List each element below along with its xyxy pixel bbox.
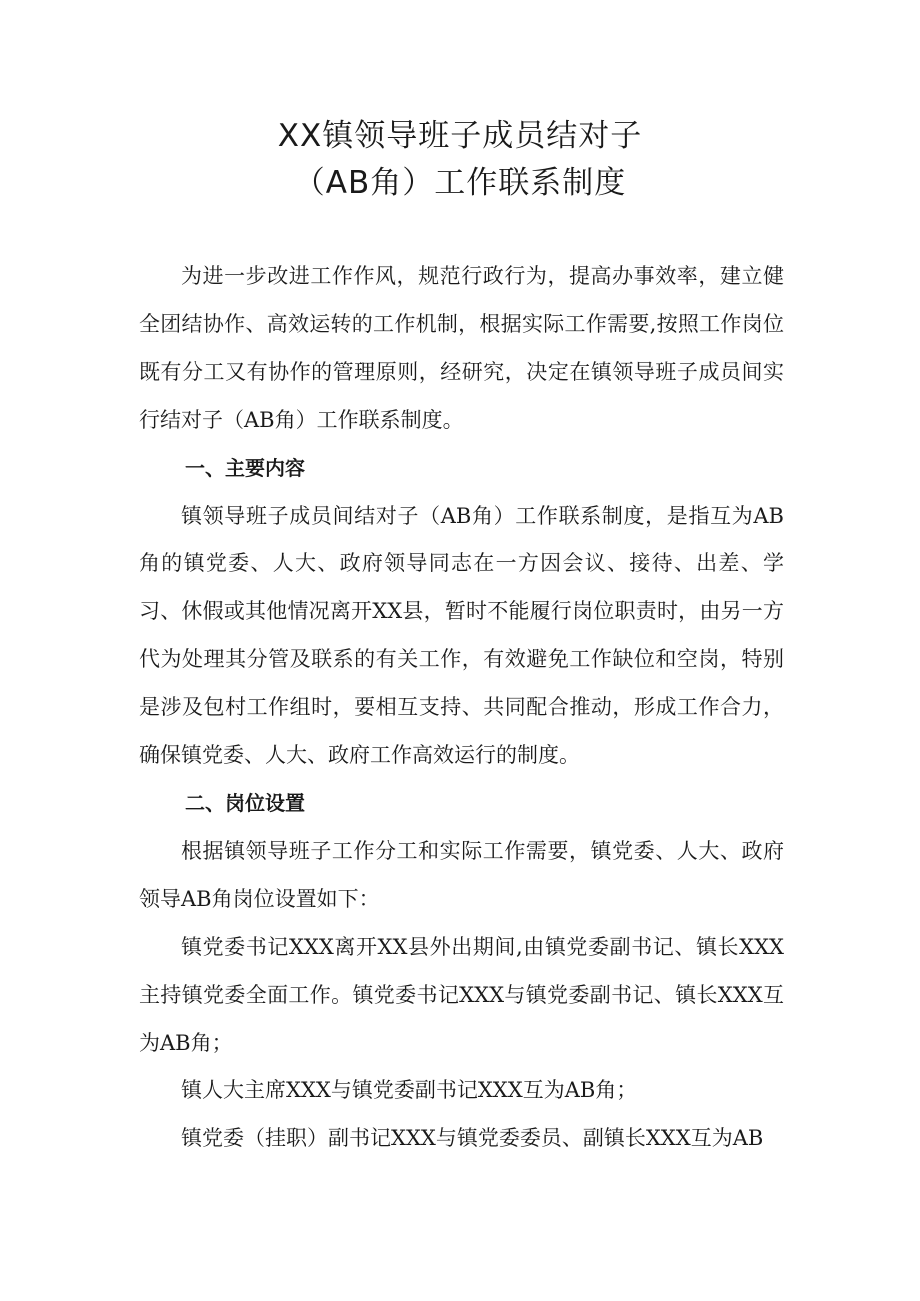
- document-title-line-1: XX镇领导班子成员结对子: [277, 118, 643, 154]
- section-heading-main-content: 一、主要内容: [185, 455, 305, 480]
- post-setup-paragraph-2: 镇党委书记XXX离开XX县外出期间,由镇党委副书记、镇长XXX主持镇党委全面工作。镇党委书记XXX与镇党委副书记、镇长XXX互为AB角；: [139, 934, 784, 1055]
- intro-paragraph: 为进一步改进工作作风，规范行政行为，提高办事效率，建立健全团结协作、高效运转的工作机制，根据实际工作需要,按照工作岗位既有分工又有协作的管理原则，经研究，决定在镇领导班子成员间实行结对子（AB角）工作联系制度。: [139, 264, 784, 432]
- main-content-paragraph: 镇领导班子成员间结对子（AB角）工作联系制度，是指互为AB角的镇党委、人大、政府领导同志在一方因会议、接待、出差、学习、休假或其他情况离开XX县，暂时不能履行岗位职责时，由另一方代为处理其分管及联系的有关工作，有效避免工作缺位和空岗，特别是涉及包村工作组时，要相互支持、共同配合推动，形成工作合力，确保镇党委、人大、政府工作高效运行的制度。: [139, 503, 784, 768]
- post-setup-paragraph-3: 镇人大主席XXX与镇党委副书记XXX互为AB角；: [181, 1078, 638, 1103]
- post-setup-paragraph-4: 镇党委（挂职）副书记XXX与镇党委委员、副镇长XXX互为AB: [181, 1126, 764, 1151]
- document-title-line-2: （AB角）工作联系制度: [293, 165, 627, 201]
- post-setup-paragraph-1: 根据镇领导班子工作分工和实际工作需要，镇党委、人大、政府领导AB角岗位设置如下：: [139, 838, 784, 911]
- section-heading-post-setup: 二、岗位设置: [185, 790, 305, 815]
- document-body: [139, 253, 784, 1163]
